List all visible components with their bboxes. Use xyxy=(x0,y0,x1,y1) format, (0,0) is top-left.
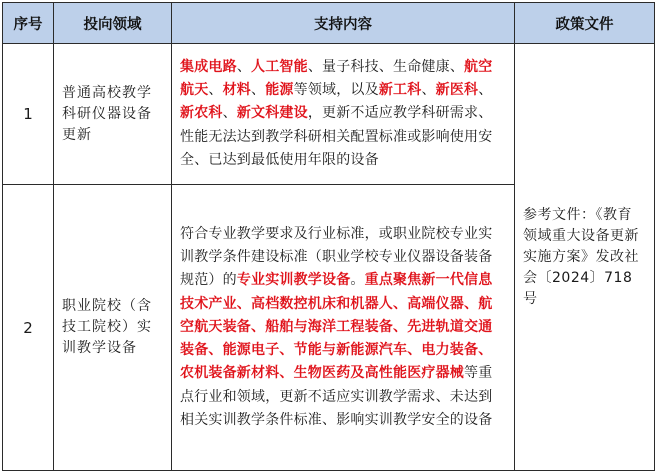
content-text: 、 xyxy=(478,82,493,99)
content-text: 。 xyxy=(350,272,365,289)
header-serial: 序号 xyxy=(3,3,54,44)
support-content xyxy=(172,44,515,185)
highlighted-text: 能源 xyxy=(265,82,294,99)
policy-document: 参考文件：《教育领域重大设备更新实施方案》发改社会〔2024〕718号 xyxy=(515,44,655,471)
header-field: 投向领域 xyxy=(54,3,172,44)
content-text: 等领域，以及 xyxy=(293,82,379,99)
highlighted-text: 集成电路 xyxy=(180,58,237,75)
row-number: 2 xyxy=(3,185,54,471)
investment-field: 职业院校（含技工院校）实训教学设备 xyxy=(54,185,172,471)
highlighted-text: 新医科 xyxy=(435,82,479,99)
content-text: 符合专业教学要求及行业标准，或职业院校专业实训教学条件建设标准（职业学校专业仪器设备装备规范）的 xyxy=(180,226,493,289)
content-text: 、 xyxy=(222,105,237,122)
content-text: 等重点行业和领域，更新不适应实训教学需求、未达到相关实训教学条件标准、影响实训教学安全的设备 xyxy=(180,365,493,428)
content-text: ，更新不适应教学科研需求、性能无法达到教学科研相关配置标准或影响使用安全、已达到最低使用年限的设备 xyxy=(180,105,493,168)
header-row xyxy=(3,3,655,44)
highlighted-text: 新文科建设 xyxy=(236,105,308,122)
row-number: 1 xyxy=(3,44,54,185)
content-text: 、 xyxy=(251,82,266,99)
highlighted-text: 新农科 xyxy=(180,105,223,122)
table-row xyxy=(3,44,655,185)
highlighted-text: 重点聚焦新一代信息技术产业、高档数控机床和机器人、高端仪器、航空航天装备、船舶与海洋工程装备、先进轨道交通装备、能源电子、节能与新能源汽车、电力装备、农机装备新材料、生物医药及高性能医疗器械 xyxy=(180,272,493,382)
highlighted-text: 人工智能 xyxy=(251,58,308,75)
content-text: 、 xyxy=(421,82,436,99)
support-content xyxy=(172,185,515,471)
highlighted-text: 专业实训教学设备 xyxy=(236,272,351,289)
policy-table xyxy=(2,2,655,471)
content-text: 、量子科技、生命健康、 xyxy=(307,58,465,75)
header-content: 支持内容 xyxy=(172,3,515,44)
highlighted-text: 航空航天 xyxy=(180,58,493,99)
highlighted-text: 新工科 xyxy=(378,82,422,99)
investment-field: 普通高校教学科研仪器设备更新 xyxy=(54,44,172,185)
highlighted-text: 材料 xyxy=(222,82,252,99)
content-text: 、 xyxy=(208,82,223,99)
content-text: 、 xyxy=(236,58,252,75)
header-policy: 政策文件 xyxy=(515,3,655,44)
